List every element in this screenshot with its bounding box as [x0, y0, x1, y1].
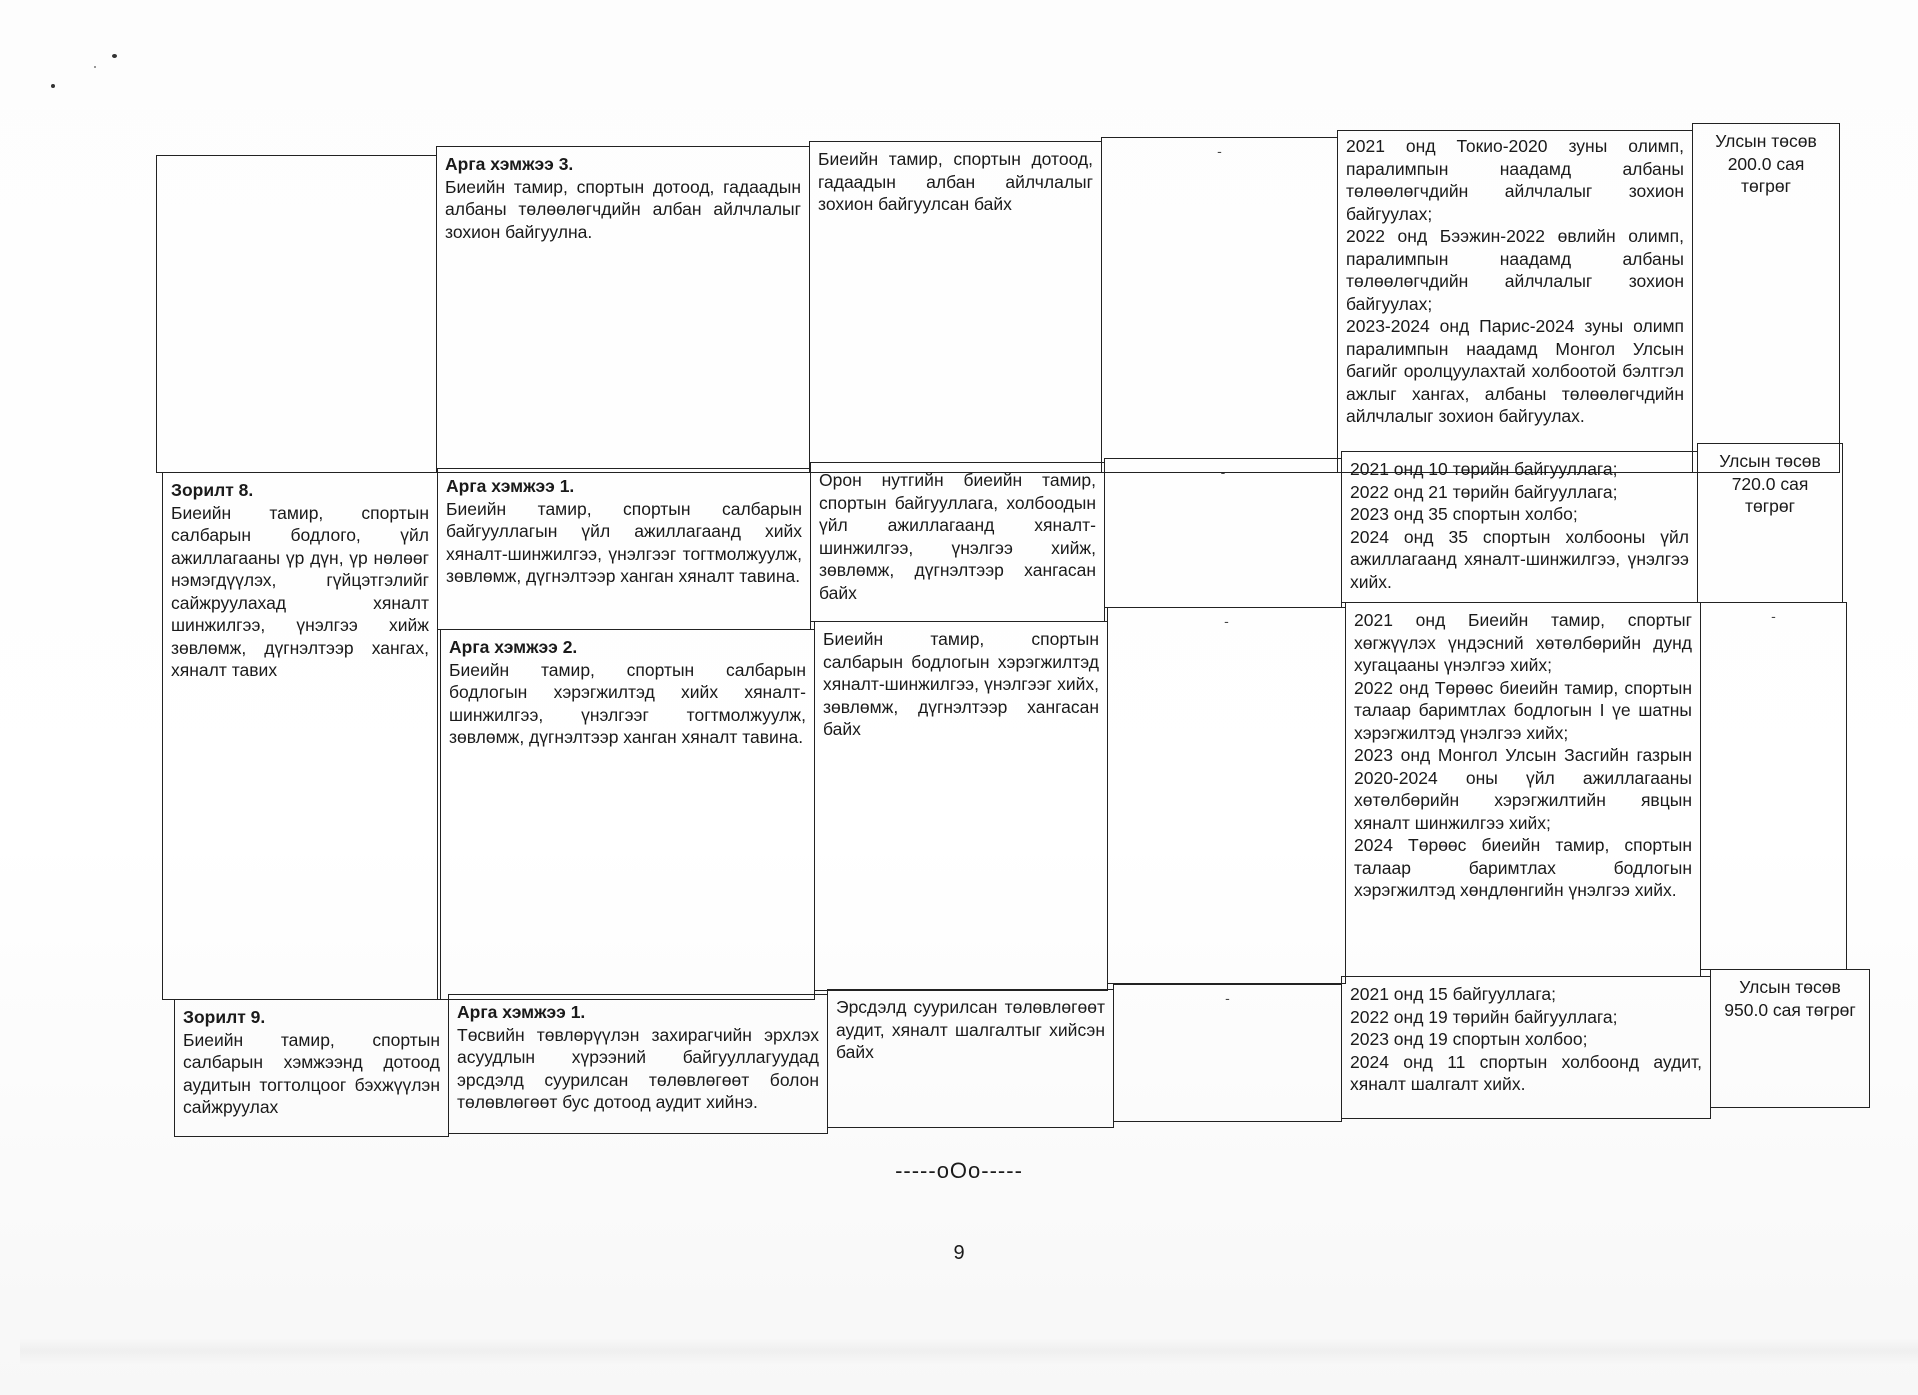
budget-value: - — [1771, 608, 1776, 624]
indicator-text: Эрсдэлд суурилсан төлөвлөгөөт аудит, хяналт шалгалтыг хийсэн байх — [836, 997, 1105, 1062]
goal-item: 2021 онд Токио-2020 зуны олимп, паралимпын наадамд албаны төлөөлөгчдийн айлчлалыг зохион байгуулах; — [1346, 136, 1684, 224]
indicator-cell — [810, 462, 1105, 622]
measure-cell — [436, 146, 810, 473]
indicator-text: Биеийн тамир, спортын салбарын бодлогын хэрэгжилтэд хяналт-шинжилгээ, үнэлгээг хийх, зөвлөмж, дүгнэлтээр хангасан байх — [823, 629, 1099, 739]
budget-cell — [1692, 123, 1840, 473]
indicator-text: Орон нутгийн биеийн тамир, спортын байгууллага, холбоодын үйл ажиллагаанд хяналт-шинжилгээ, үнэлгээ хийж, зөвлөмж, дүгнэлтээр хангасан байх — [819, 470, 1096, 603]
measure-cell — [437, 468, 811, 630]
budget-value: Улсын төсөв 950.0 сая төгрөг — [1724, 977, 1856, 1020]
goal-item: 2021 онд 15 байгууллага; — [1350, 984, 1556, 1004]
budget-cell — [1697, 443, 1843, 603]
measure-text: Төсвийн төвлөрүүлэн захирагчийн эрхлэх асуудлын хүрээний байгууллагуудад эрсдэлд суурилсан төлөвлөгөөт болон төлөвлөгөөт бус дотоод аудит хийнэ. — [457, 1024, 819, 1112]
goal-item: 2022 онд Бээжин-2022 өвлийн олимп, паралимпын наадамд албаны төлөөлөгчдийн айлчлалыг зохион байгуулах; — [1346, 226, 1684, 314]
goal-item: 2024 Төрөөс биеийн тамир, спортын талаар баримтлах бодлогын хэрэгжилтэд хөндлөнгийн үнэлгээ хийх. — [1354, 835, 1692, 900]
measure-title: Арга хэмжээ 1. — [457, 1002, 586, 1022]
objective-text: Биеийн тамир, спортын салбарын хэмжээнд дотоод аудитын тогтолцоог бэхжүүлэн сайжруулах — [183, 1029, 440, 1117]
goal-item: 2022 онд 21 төрийн байгууллага; — [1350, 481, 1618, 502]
goal-item: 2024 онд 11 спортын холбоонд аудит, хяналт шалгалт хийх. — [1350, 1051, 1702, 1094]
measure-cell — [440, 629, 815, 1000]
budget-cell — [1700, 602, 1847, 970]
scan-speck — [112, 54, 117, 58]
section-separator: -----oOo----- — [895, 1158, 1023, 1183]
indicator-cell — [814, 621, 1108, 991]
budget-value: Улсын төсөв 720.0 сая төгрөг — [1719, 451, 1821, 516]
measure-cell — [448, 994, 828, 1134]
measure-title: Арга хэмжээ 1. — [446, 476, 575, 496]
goal-item: 2024 онд 35 спортын холбооны үйл ажиллагаанд хяналт-шинжилгээ, үнэлгээ хийх. — [1350, 526, 1689, 592]
goals-cell — [1341, 976, 1711, 1119]
indicator-text: Биеийн тамир, спортын дотоод, гадаадын албан айлчлалыг зохион байгуулсан байх — [818, 149, 1093, 214]
measure-text: Биеийн тамир, спортын салбарын бодлогын хэрэгжилтэд хийх хяналт-шинжилгээ, үнэлгээг тогтмолжуулж, зөвлөмж, дүгнэлтээр ханган хяналт тавина. — [449, 659, 806, 747]
baseline-cell — [1113, 984, 1342, 1122]
goal-item: 2021 онд 10 төрийн байгууллага; — [1350, 459, 1618, 479]
scan-speck — [94, 66, 96, 68]
baseline-value: - — [1224, 613, 1229, 629]
measure-text: Биеийн тамир, спортын салбарын байгууллагын үйл ажиллагаанд хийх хяналт-шинжилгээ, үнэлгээг тогтмолжуулж, зөвлөмж, дүгнэлтээр ханган хяналт тавина. — [446, 498, 802, 586]
goal-item: 2023 онд 19 спортын холбоо; — [1350, 1029, 1588, 1049]
indicator-cell — [827, 989, 1114, 1128]
baseline-value: - — [1217, 143, 1222, 159]
goal-item: 2022 онд 19 төрийн байгууллага; — [1350, 1006, 1618, 1027]
baseline-cell — [1104, 458, 1342, 608]
scan-shadow — [20, 1338, 1918, 1364]
goal-item: 2021 онд Биеийн тамир, спортыг хөгжүүлэх үндэсний хөтөлбөрийн дунд хугацааны үнэлгээ хийх; — [1354, 610, 1692, 675]
page-number: 9 — [953, 1242, 965, 1264]
baseline-cell — [1107, 607, 1346, 984]
goal-item: 2023-2024 онд Парис-2024 зуны олимп паралимпын наадамд Монгол Улсын багийг оролцуулахтай холбоотой бэлтгэл ажлыг хангах, албаны төлөөлөгчдийн айлчлалыг зохион байгуулах. — [1346, 316, 1684, 426]
goals-cell — [1345, 602, 1701, 977]
baseline-value: - — [1225, 990, 1230, 1006]
measure-title: Арга хэмжээ 2. — [449, 637, 578, 657]
goal-item: 2022 онд Төрөөс биеийн тамир, спортын талаар баримтлах бодлогын I үе шатны хэрэгжилтэд үнэлгээ хийх; — [1354, 677, 1692, 743]
scan-speck — [51, 84, 55, 88]
measure-title: Арга хэмжээ 3. — [445, 154, 574, 174]
goal-item: 2023 онд 35 спортын холбо; — [1350, 504, 1578, 524]
baseline-value: - — [1220, 464, 1226, 480]
goal-item: 2023 онд Монгол Улсын Засгийн газрын 2020-2024 оны үйл ажиллагааны хөтөлбөрийн хэрэгжилтийн явцын хяналт шинжилгээ хийх; — [1354, 745, 1692, 833]
objective-text: Биеийн тамир, спортын салбарын бодлого, үйл ажиллагааны үр дүн, үр нөлөөг нэмэгдүүлэх, гүйцэтгэлийг сайжруулахад хяналт шинжилгээ, үнэлгээ хийж зөвлөмж, дүгнэлтээр хангах, хяналт тавих — [171, 502, 429, 680]
budget-value: Улсын төсөв 200.0 сая төгрөг — [1715, 131, 1817, 196]
objective-cell — [174, 999, 449, 1137]
indicator-cell — [809, 141, 1102, 473]
objective-cell — [162, 472, 438, 1000]
budget-cell — [1710, 969, 1870, 1108]
goals-cell — [1337, 130, 1693, 473]
goals-cell — [1341, 451, 1698, 603]
objective-title: Зорилт 8. — [171, 480, 254, 500]
baseline-cell — [1101, 137, 1338, 473]
objective-title: Зорилт 9. — [183, 1007, 266, 1027]
objective-cell — [156, 155, 437, 473]
measure-text: Биеийн тамир, спортын дотоод, гадаадын албаны төлөөлөгчдийн албан айлчлалыг зохион байгуулна. — [445, 176, 801, 242]
